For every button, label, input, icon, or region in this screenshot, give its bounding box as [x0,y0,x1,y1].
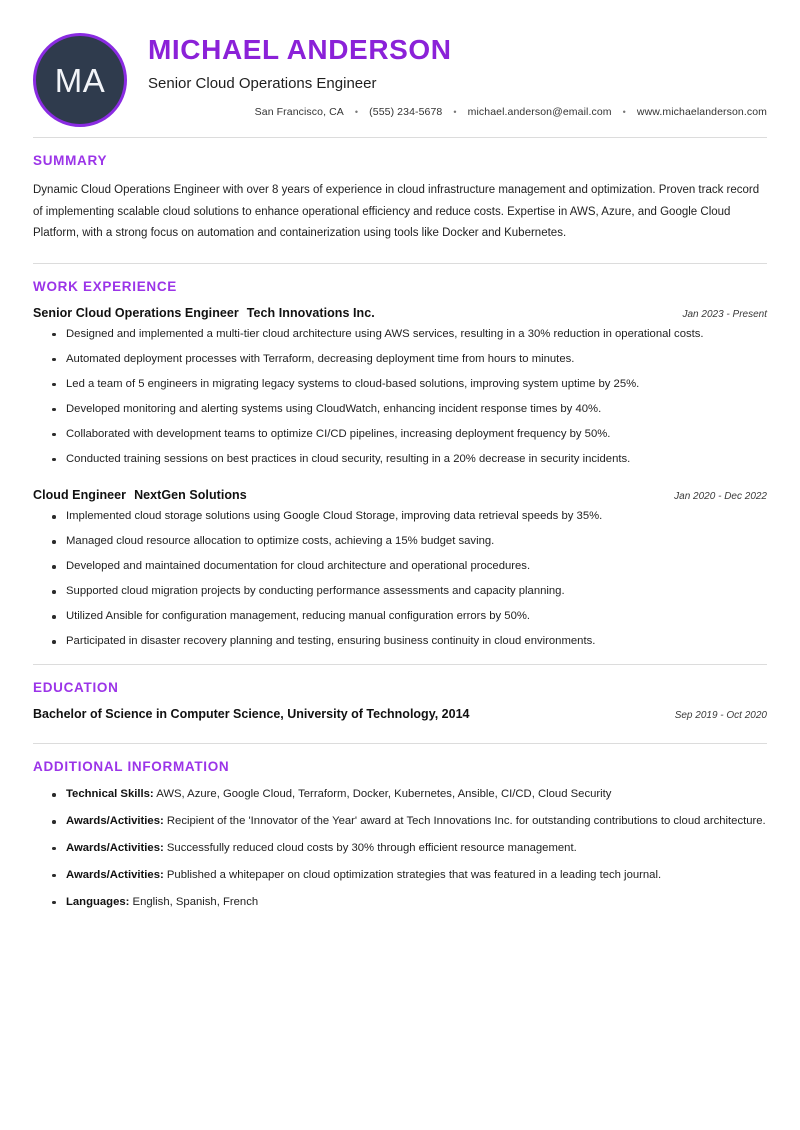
experience-company: NextGen Solutions [134,488,247,503]
list-item: Supported cloud migration projects by conducting performance assessments and capacity planning. [52,583,767,600]
summary-text: Dynamic Cloud Operations Engineer with over 8 years of experience in cloud infrastructure management and optimization. Proven track record of implementing scalable cloud solutions to enhance operational efficiency and reduce costs. Expertise in AWS, Azure, and Google Cloud Platform, with a strong focus on automation and containerization using tools like Docker and Kubernetes. [33,184,760,240]
experience-bullet-list [33,508,767,650]
spacer [33,481,767,488]
experience-dates: Jan 2020 - Dec 2022 [674,491,767,503]
experience-company: Tech Innovations Inc. [246,305,375,320]
list-item: Led a team of 5 engineers in migrating legacy systems to cloud-based solutions, improving system uptime by 25%. [52,376,767,393]
job-subtitle: Senior Cloud Operations Engineer [148,74,377,92]
section-title-work-experience: WORK EXPERIENCE [33,278,178,294]
experience-title-company [33,488,247,502]
additional-item-value: Successfully reduced cloud costs by 30% through efficient resource management. [166,841,577,854]
contact-email[interactable]: michael.anderson@email.com [467,105,612,118]
contact-separator-icon: • [622,106,626,117]
contact-line [148,106,767,118]
additional-item-value: English, Spanish, French [132,895,259,908]
additional-item-label: Languages: [66,895,130,908]
list-item [52,894,767,911]
section-title-additional-information: ADDITIONAL INFORMATION [33,759,230,775]
contact-phone[interactable]: (555) 234-5678 [369,105,443,118]
additional-item-value: Recipient of the 'Innovator of the Year' award at Tech Innovations Inc. for outstanding contributions to cloud architecture. [166,815,766,828]
avatar-initials: MA [54,61,106,99]
contact-separator-icon: • [453,106,457,117]
additional-item-label: Awards/Activities: [66,868,164,881]
list-item: Implemented cloud storage solutions using Google Cloud Storage, improving data retrieval speeds by 35%. [52,508,767,525]
experience-job-title: Senior Cloud Operations Engineer [33,305,239,320]
experience-dates: Jan 2023 - Present [682,308,767,320]
list-item: Utilized Ansible for configuration management, reducing manual configuration errors by 50%. [52,608,767,625]
experience-entry [33,306,767,468]
experience-bullet-list [33,326,767,468]
additional-item-label: Awards/Activities: [66,815,164,828]
contact-website[interactable]: www.michaelanderson.com [636,105,767,118]
avatar [33,33,127,127]
resume-header [33,0,767,137]
list-item: Participated in disaster recovery planning and testing, ensuring business continuity in cloud environments. [52,633,767,650]
list-item: Automated deployment processes with Terraform, decreasing deployment time from hours to minutes. [52,351,767,368]
experience-job-title: Cloud Engineer [33,488,127,503]
additional-item-value: AWS, Azure, Google Cloud, Terraform, Docker, Kubernetes, Ansible, CI/CD, Cloud Security [156,788,612,801]
list-item: Designed and implemented a multi-tier cloud architecture using AWS services, resulting in a 30% reduction in operational costs. [52,326,767,343]
page-title: MICHAEL ANDERSON [148,34,452,65]
experience-entry-header [33,306,767,320]
education-dates: Sep 2019 - Oct 2020 [674,710,767,722]
list-item [52,867,767,884]
list-item [52,786,767,803]
contact-separator-icon: • [354,106,359,117]
additional-item-label: Awards/Activities: [66,841,164,854]
list-item [52,813,767,830]
list-item [52,840,767,857]
section-additional-information [33,744,767,911]
experience-title-company [33,306,375,320]
experience-entry-header [33,488,767,502]
section-summary [33,138,767,245]
additional-information-list [33,786,767,911]
section-work-experience [33,264,767,650]
list-item: Conducted training sessions on best practices in cloud security, resulting in a 20% decrease in security incidents. [52,451,767,468]
additional-item-value: Published a whitepaper on cloud optimization strategies that was featured in a leading tech journal. [166,868,662,881]
section-education [33,665,767,721]
list-item: Developed monitoring and alerting systems using CloudWatch, enhancing incident response times by 40%. [52,401,767,418]
education-degree: Bachelor of Science in Computer Science, University of Technology, 2014 [33,707,470,722]
list-item: Managed cloud resource allocation to optimize costs, achieving a 15% budget saving. [52,533,767,550]
contact-location: San Francisco, CA [254,105,344,118]
additional-item-label: Technical Skills: [66,788,154,801]
list-item: Collaborated with development teams to optimize CI/CD pipelines, increasing deployment frequency by 50%. [52,426,767,443]
list-item: Developed and maintained documentation for cloud architecture and operational procedures. [52,558,767,575]
header-text-block [127,31,767,118]
section-title-education: EDUCATION [33,680,119,696]
section-title-summary: SUMMARY [33,153,108,168]
education-entry [33,707,767,721]
experience-entry [33,488,767,650]
